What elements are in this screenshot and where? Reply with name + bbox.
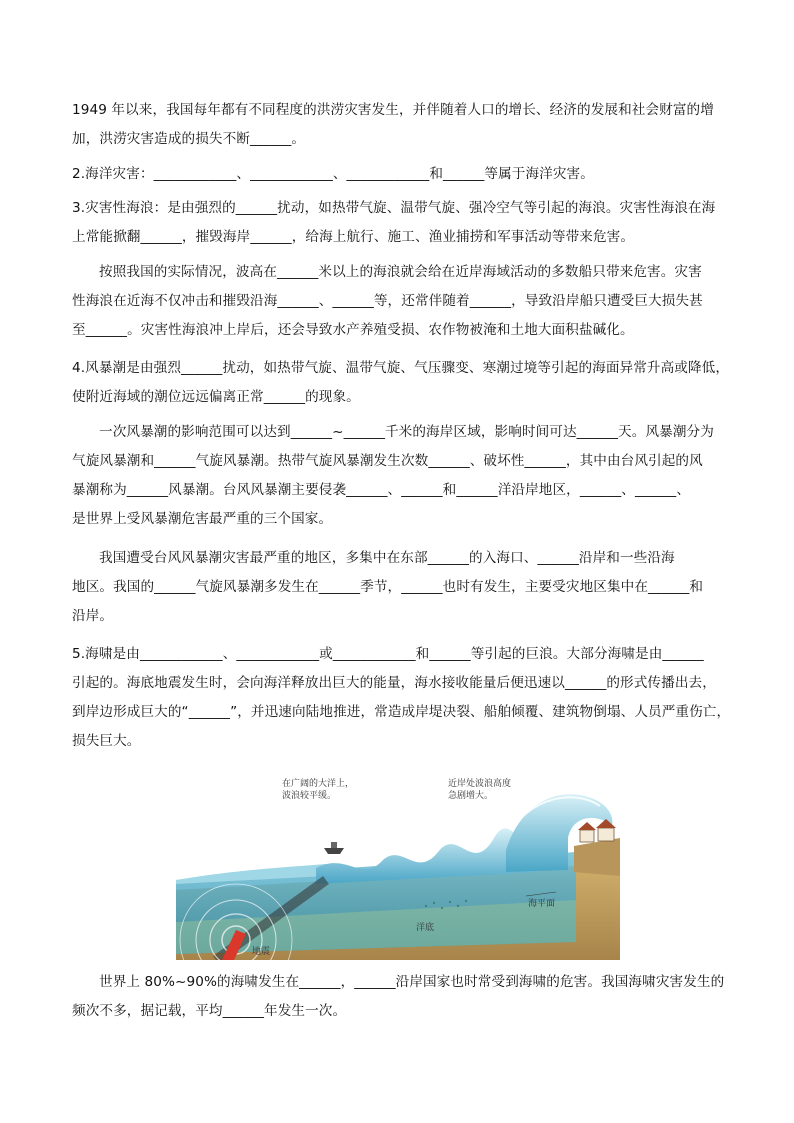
house [580, 830, 594, 842]
coast-land [574, 838, 620, 876]
text-line: 至______。灾害性海浪冲上岸后，还会导致水产养殖受损、农作物被淹和土地大面积盐碱化。 [72, 322, 634, 338]
wave-height-paragraph [72, 258, 724, 345]
china-storm-surge-paragraph [72, 544, 724, 631]
text-line: 气旋风暴潮和______气旋风暴潮。热带气旋风暴潮发生次数______、破坏性______，其中由台风引起的风 [72, 453, 703, 469]
flood-paragraph [72, 96, 724, 154]
quake-label: 地震 [252, 947, 271, 957]
marine-disaster-item [72, 160, 724, 189]
coast-label-line2: 急剧增大。 [448, 791, 494, 801]
text-line: 2.海洋灾害：____________、____________、____________和______等属于海洋灾害。 [72, 166, 594, 182]
text-line: 3.灾害性海浪：是由强烈的______扰动，如热带气旋、温带气旋、强冷空气等引起的海浪。灾害性海浪在海 [72, 200, 716, 216]
text-line: 4.风暴潮是由强烈______扰动，如热带气旋、温带气旋、气压骤变、寒潮过境等引起的海面异常升高或降低， [72, 360, 730, 376]
tsunami-diagram [176, 772, 620, 960]
text-line: 按照我国的实际情况，波高在______米以上的海浪就会给在近岸海域活动的多数船只带来危害。灾害 [99, 264, 702, 280]
tsunami-diagram-svg [176, 772, 620, 960]
tsunami-item [72, 640, 731, 756]
storm-surge-item [72, 354, 730, 412]
text-line: 世界上 80%~90%的海啸发生在______，______沿岸国家也时常受到海啸的危害。我国海啸灾害发生的 [99, 974, 725, 990]
hazardous-wave-item [72, 194, 724, 252]
text-line: 性海浪在近海不仅冲击和摧毁沿海______、______等，还常伴随着______，导致沿岸船只遭受巨大损失甚 [72, 293, 703, 309]
boat-icon [324, 842, 344, 854]
house [598, 828, 614, 841]
text-line: 损失巨大。 [72, 733, 141, 749]
sea-level-label: 海平面 [528, 899, 556, 909]
text-line: 地区。我国的______气旋风暴潮多发生在______季节，______也时有发生，主要受灾地区集中在______和 [72, 579, 704, 595]
ocean-label-line2: 波浪较平缓。 [282, 791, 337, 801]
text-line: 我国遭受台风风暴潮灾害最严重的地区，多集中在东部______的入海口、______沿岸和一些沿海 [99, 550, 675, 566]
text-line: 1949 年以来，我国每年都有不同程度的洪涝灾害发生，并伴随着人口的增长、经济的发展和社会财富的增 [72, 102, 714, 118]
text-line: 引起的。海底地震发生时，会向海洋释放出巨大的能量，海水接收能量后便迅速以______的形式传播出去， [72, 675, 716, 691]
seabed-label: 洋底 [416, 923, 435, 933]
text-line: 使附近海域的潮位远远偏离正常______的现象。 [72, 389, 360, 405]
text-line: 一次风暴潮的影响范围可以达到______~______千米的海岸区域，影响时间可达______天。风暴潮分为 [99, 424, 714, 440]
storm-surge-range-paragraph [72, 418, 724, 534]
text-line: 5.海啸是由____________、____________或____________和______等引起的巨浪。大部分海啸是由______ [72, 646, 704, 662]
ocean-label-line1: 在广阔的大洋上， [282, 779, 355, 789]
text-line: 暴潮称为______风暴潮。台风风暴潮主要侵袭______、______和______洋沿岸地区，______、______、 [72, 482, 691, 498]
tsunami-frequency-paragraph [72, 968, 724, 1026]
text-line: 沿岸。 [72, 608, 114, 624]
text-line: 加，洪涝灾害造成的损失不断______。 [72, 131, 306, 147]
text-line: 到岸边形成巨大的“______”，并迅速向陆地推进，常造成岸堤决裂、船舶倾覆、建筑物倒塌、人员严重伤亡， [72, 704, 731, 720]
text-line: 上常能掀翻______，摧毁海岸______，给海上航行、施工、渔业捕捞和军事活动等带来危害。 [72, 229, 635, 245]
text-line: 频次不多，据记载，平均______年发生一次。 [72, 1003, 347, 1019]
coast-label-line1: 近岸处波浪高度 [448, 779, 512, 789]
text-line: 是世界上受风暴潮危害最严重的三个国家。 [72, 511, 333, 527]
